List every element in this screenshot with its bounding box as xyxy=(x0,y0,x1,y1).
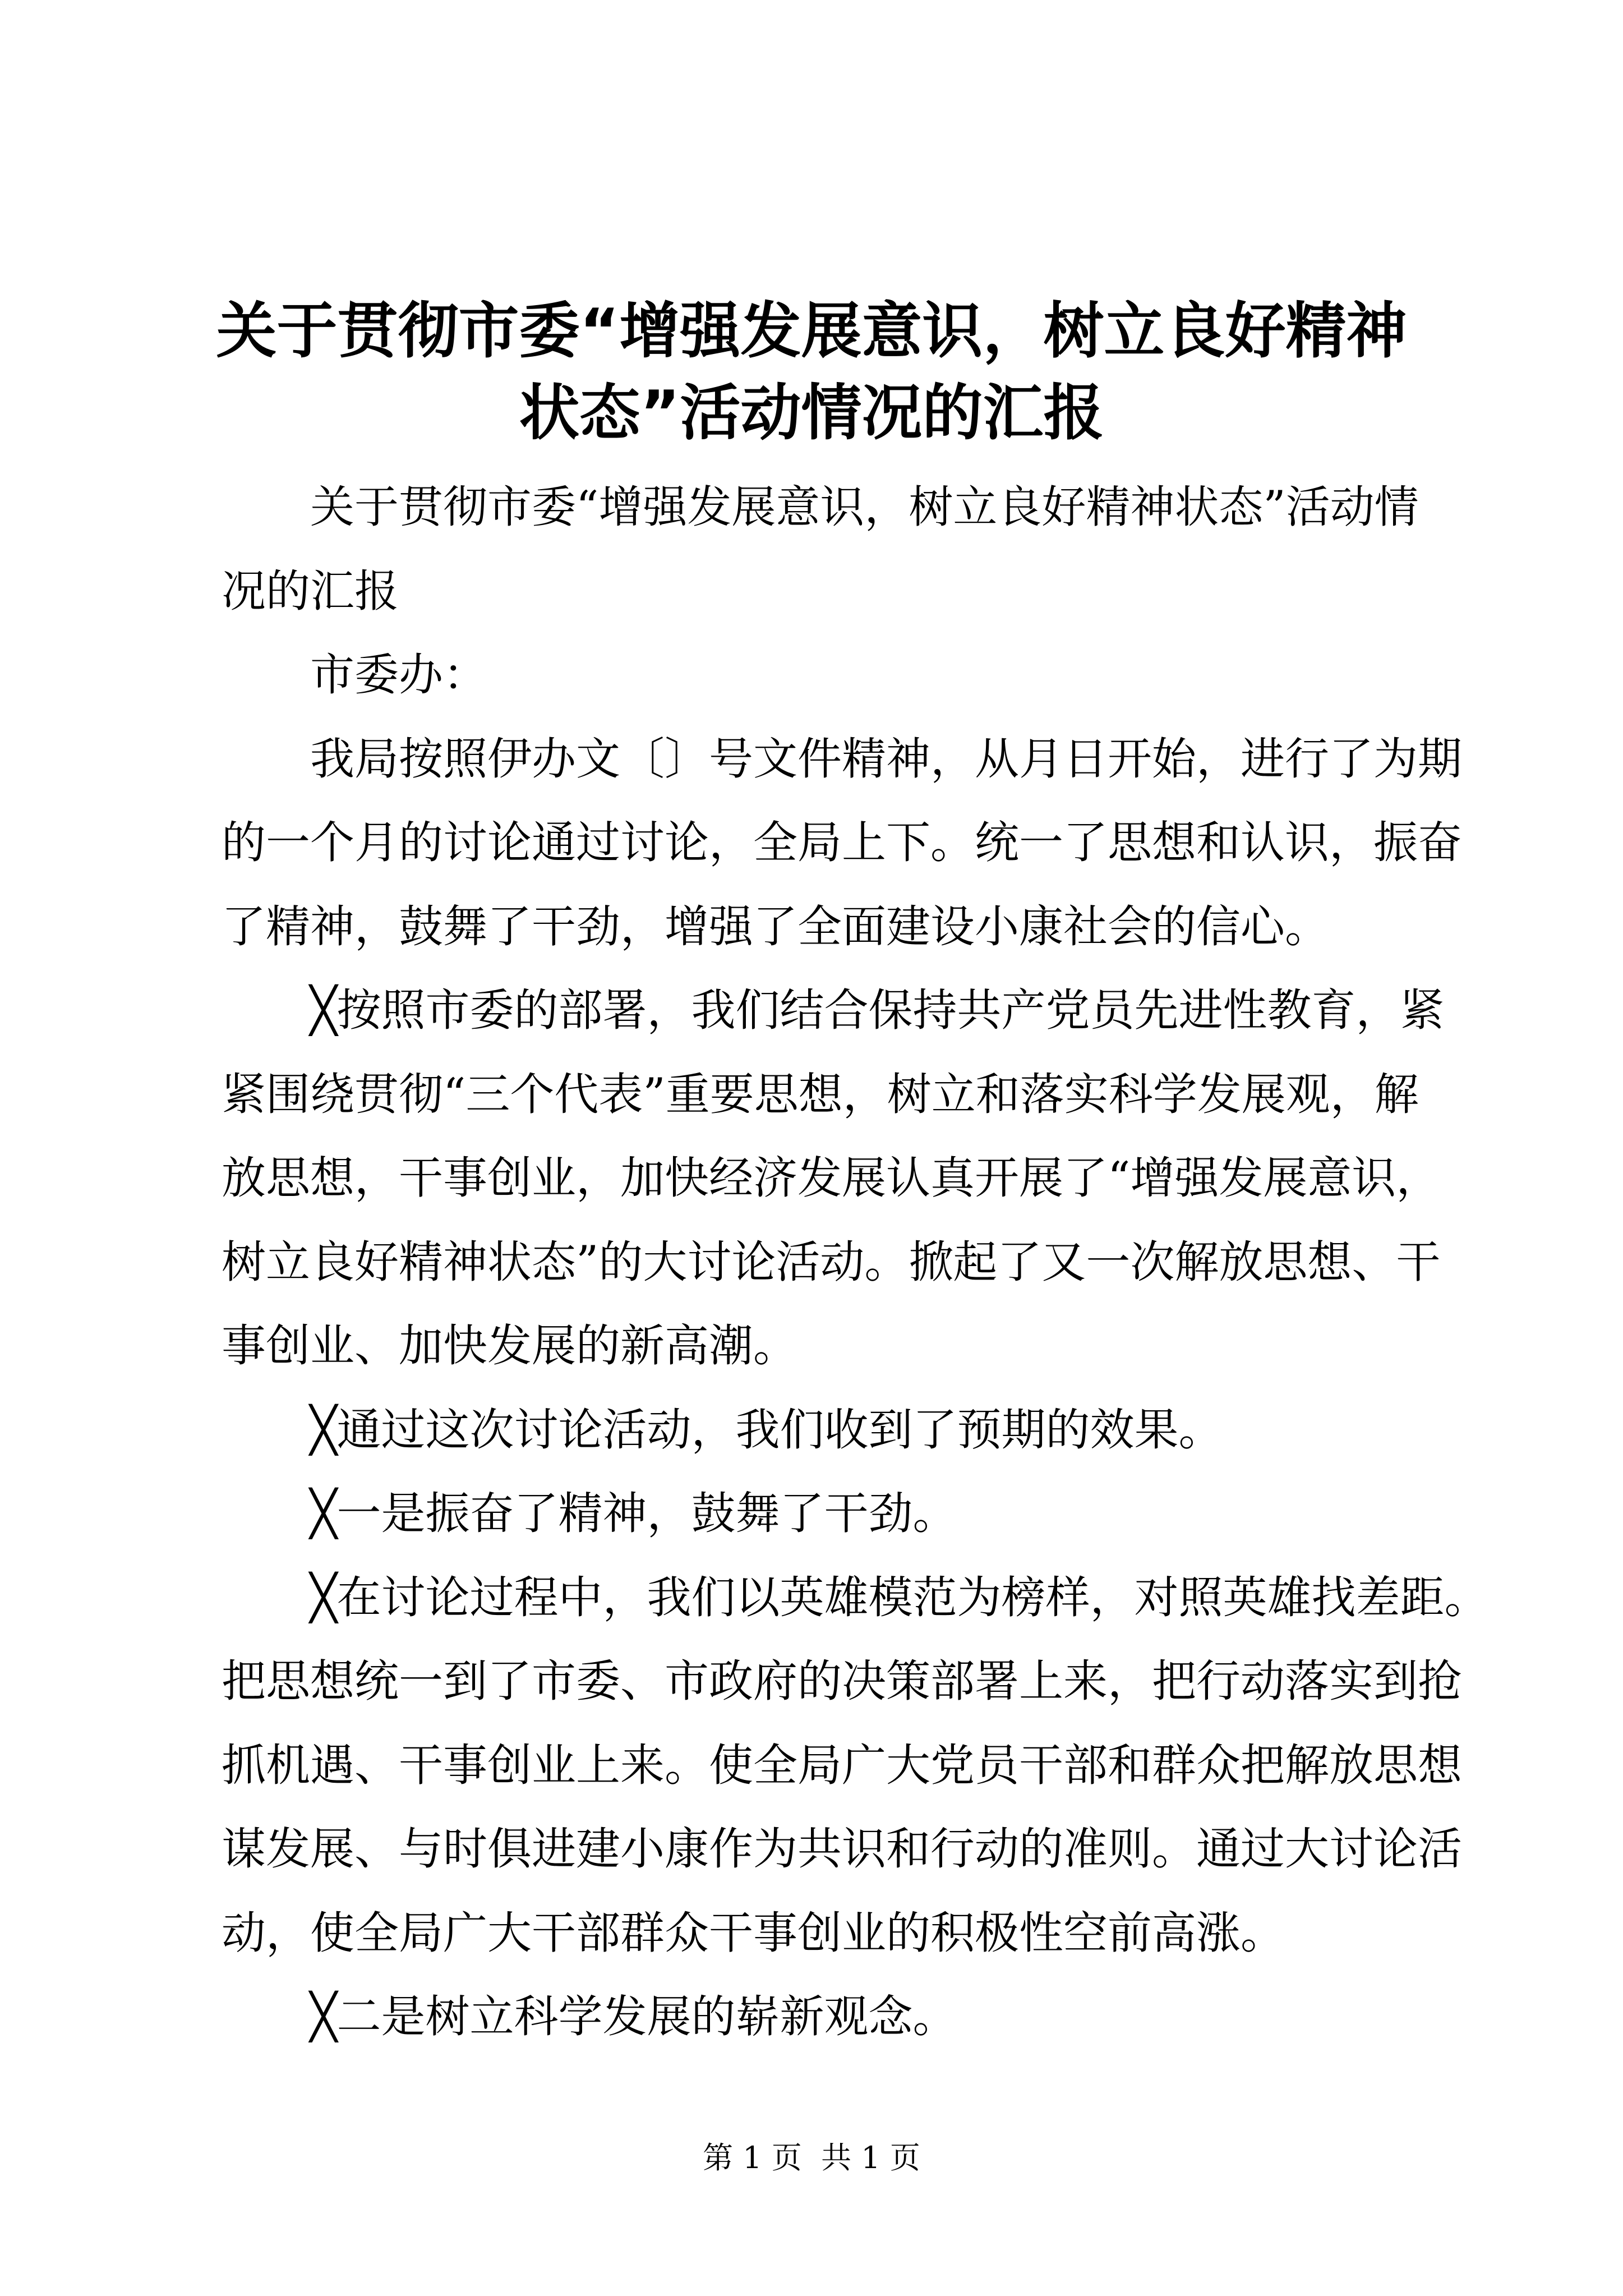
document-body xyxy=(222,466,1489,2059)
paragraph xyxy=(222,1556,1489,1976)
paragraph-line: 放思想，干事创业，加快经济发展认真开展了“增强发展意识， xyxy=(222,1152,1441,1204)
paragraph xyxy=(222,1472,1438,1556)
paragraph xyxy=(222,717,1462,969)
paragraph-line: ╳按照市委的部署，我们结合保持共产党员先进性教育，紧 xyxy=(310,984,1445,1036)
paragraph-line: 事创业、加快发展的新高潮。 xyxy=(222,1320,797,1372)
paragraph-line: 了精神，鼓舞了干劲，增强了全面建设小康社会的信心。 xyxy=(222,900,1329,953)
paragraph xyxy=(222,1975,1438,2059)
paragraph-line: ╳二是树立科学发展的崭新观念。 xyxy=(310,1991,957,2042)
paragraph-line: 树立良好精神状态”的大讨论活动。掀起了又一次解放思想、干 xyxy=(222,1236,1441,1288)
title-line: 关于贯彻市委“增强发展意识，树立良好精神 xyxy=(216,296,1407,366)
paragraph-line: 紧围绕贯彻“三个代表”重要思想，树立和落实科学发展观，解 xyxy=(222,1068,1419,1120)
paragraph-line: 抓机遇、干事创业上来。使全局广大党员干部和群众把解放思想 xyxy=(222,1739,1462,1791)
paragraph-line: ╳通过这次讨论活动，我们收到了预期的效果。 xyxy=(310,1404,1223,1456)
paragraph-line: ╳在讨论过程中，我们以英雄模范为榜样，对照英雄找差距。 xyxy=(310,1571,1489,1623)
title-line: 状态”活动情况的汇报 xyxy=(519,378,1104,448)
document-title xyxy=(168,291,1455,454)
paragraph-line: 况的汇报 xyxy=(222,565,399,617)
paragraph-line: 的一个月的讨论通过讨论，全局上下。统一了思想和认识，振奋 xyxy=(222,817,1462,868)
paragraph xyxy=(222,1388,1438,1473)
page-footer: 第 1 页 共 1 页 xyxy=(703,2140,920,2175)
paragraph-line: 把思想统一到了市委、市政府的决策部署上来，把行动落实到抢 xyxy=(222,1655,1462,1707)
paragraph xyxy=(222,969,1445,1388)
paragraph-line: 我局按照伊办文〔〕号文件精神，从月日开始，进行了为期 xyxy=(310,733,1462,785)
paragraph xyxy=(222,466,1438,633)
paragraph-line: 市委办： xyxy=(310,649,487,701)
paragraph-line: 动，使全局广大干部群众干事创业的积极性空前高涨。 xyxy=(222,1907,1285,1959)
paragraph-line: 谋发展、与时俱进建小康作为共识和行动的准则。通过大讨论活 xyxy=(222,1823,1462,1875)
paragraph-line: 关于贯彻市委“增强发展意识，树立良好精神状态”活动情 xyxy=(310,481,1419,533)
paragraph xyxy=(222,633,1438,717)
paragraph-line: ╳一是振奋了精神，鼓舞了干劲。 xyxy=(310,1488,957,1539)
